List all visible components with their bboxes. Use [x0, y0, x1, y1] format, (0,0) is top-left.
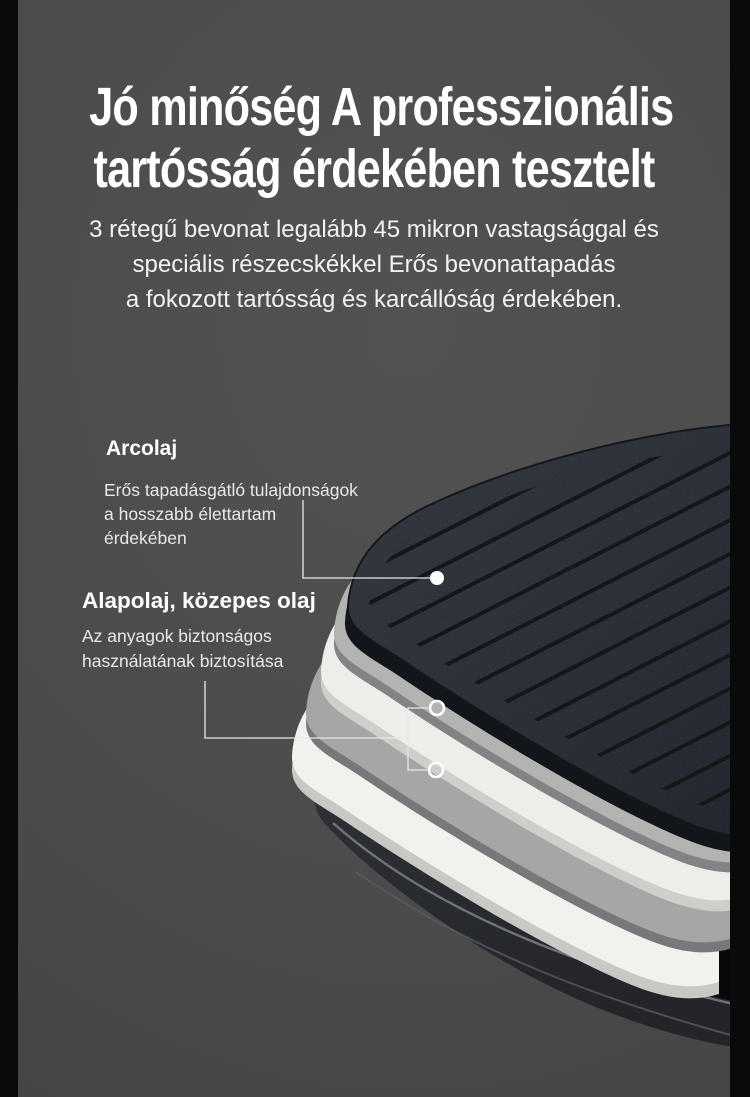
base-coat-heading: Alapolaj, közepes olaj: [82, 588, 316, 613]
right-black-strip: [730, 0, 750, 1097]
top-coat-layer-dot: [430, 571, 444, 585]
left-black-strip: [0, 0, 18, 1097]
subtitle-line-3: a fokozott tartósság és karcállóság érdekében.: [125, 286, 623, 313]
top-coat-desc-line-1: Erős tapadásgátló tulajdonságok: [104, 480, 358, 500]
base-coat-desc-line-1: Az anyagok biztonságos: [82, 626, 272, 646]
title-line-2: tartósság érdekében tesztelt: [93, 139, 655, 199]
top-coat-desc-line-2: a hosszabb élettartam: [104, 504, 277, 524]
top-coat-desc-line-3: érdekében: [104, 528, 187, 548]
base-coat-desc-line-2: használatának biztosítása: [82, 651, 284, 671]
title-line-1: Jó minőség A professzionális: [89, 77, 674, 137]
subtitle-line-2: speciális részecskékkel Erős bevonattapadás: [132, 251, 616, 278]
top-coat-heading: Arcolaj: [106, 437, 178, 460]
subtitle-line-1: 3 rétegű bevonat legalább 45 mikron vastagsággal és: [89, 216, 659, 243]
